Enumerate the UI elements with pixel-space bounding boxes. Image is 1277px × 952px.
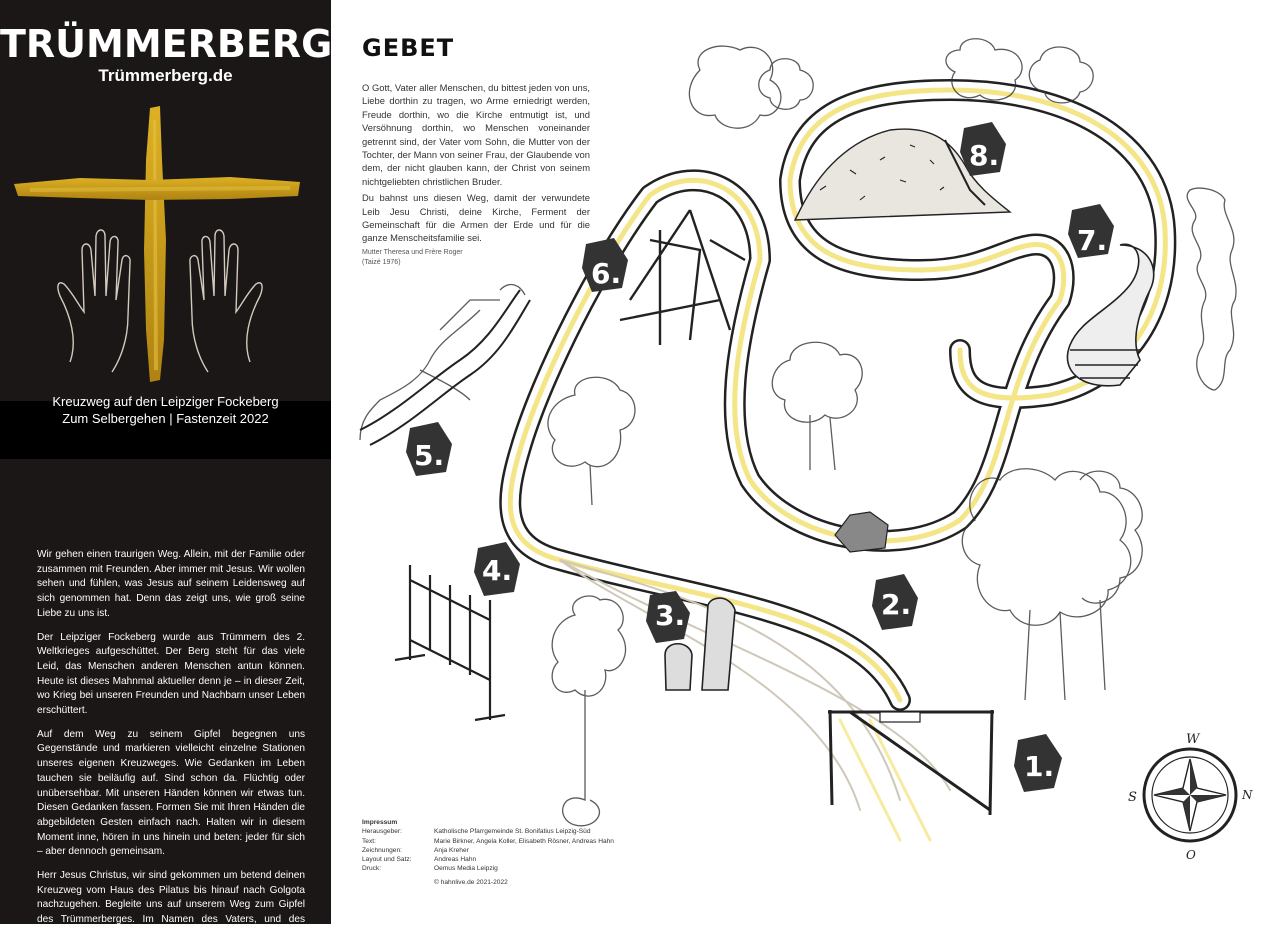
prayer-source-1: Mutter Theresa und Frère Roger [362, 248, 463, 256]
cover-line-2: Zum Selbergehen | Fastenzeit 2022 [62, 411, 269, 426]
imprint-heading: Impressum [362, 819, 398, 826]
prayer-paragraph-1: O Gott, Vater aller Menschen, du bittest jeden von uns, Liebe dorthin zu tragen, wo Arme erniedrigt werden, Freude dorthin, wo die Kirche entmutigt ist, und Versöhnung dorthin, wo Menschen voneinander getrennt sind, der Vater vom Sohn, die Mutter von der Tochter, der Mann von seiner Frau, der Glaubende von dem, der nicht glauben kann, der Christ von seinem nichtgeliebten christlichen Bruder. [362, 82, 590, 187]
prayer-title: GEBET [362, 34, 455, 62]
station-number: 1. [1024, 750, 1055, 783]
compass-bottom-label: O [1186, 848, 1196, 862]
intro-paragraph: Der Leipziger Fockeberg wurde aus Trümmern des 2. Weltkrieges aufgeschüttet. Der Berg steht für das viele Leid, das Menschen anderen Menschen antun können. Heute ist dieses Mahnmal aktueller denn je – in dieser Zeit, wo Krieg bei unseren Freunden und Nachbarn unser Leben erschüttert. [37, 631, 305, 717]
station-number: 2. [881, 588, 912, 621]
cover-line-1: Kreuzweg auf den Leipziger Fockeberg [52, 394, 279, 409]
compass-rose-icon [1128, 732, 1253, 862]
imprint-row: Layout und Satz: Andreas Hahn [362, 856, 477, 864]
station-number: 7. [1077, 224, 1108, 257]
imprint-row: Zeichnungen: Anja Kreher [362, 846, 469, 854]
station-number: 3. [655, 599, 686, 632]
station-marker-5[interactable] [406, 422, 452, 476]
station-number: 5. [414, 439, 445, 472]
brand-url[interactable]: Trümmerberg.de [98, 66, 233, 85]
cover-subtitle-band [0, 394, 331, 459]
prayer-paragraph-2: Du bahnst uns diesen Weg, damit der verwundete Leib Jesu Christi, deine Kirche, Ferment der Gemeinschaft für die Armen der Erde und für die ganze Menscheitsfamilie sei. [362, 192, 590, 244]
imprint-copyright[interactable]: © hahnlive.de 2021-2022 [434, 878, 508, 886]
compass-top-label: W [1186, 732, 1200, 747]
compass-right-label: N [1242, 788, 1253, 802]
station-marker-3[interactable] [646, 591, 690, 643]
station-number: 8. [969, 139, 1000, 172]
prayer-text [362, 81, 590, 268]
station-marker-4[interactable] [474, 542, 520, 596]
prayer-source-2: (Taizé 1976) [362, 258, 401, 266]
intro-paragraph: Wir gehen einen traurigen Weg. Allein, mit der Familie oder zusammen mit Freunden. Aber immer mit Jesus. Wir wollen sehen und fühlen, was Jesus auf seinem Leidensweg auf sich genommen hat. Denn das zeigt uns, wie groß seine Liebe zu uns ist. [37, 549, 305, 619]
intro-paragraph: Herr Jesus Christus, wir sind gekommen um betend deinen Kreuzweg vom Haus des Pilatus bis hinauf nach Golgota nachzugehen. Begleite uns auf unserem Weg zum Gipfel des Trümmerberges. Im Namen des Vaters, und des Sohnes und des Heiligen Geistes. [37, 870, 305, 940]
compass-left-label: S [1128, 790, 1137, 805]
station-number: 6. [591, 257, 622, 290]
wooden-frame-drawing [620, 210, 745, 345]
cover-illustration [0, 100, 331, 400]
imprint-row: Druck: Oemus Media Leipzig [362, 865, 498, 873]
left-panel [0, 0, 333, 940]
brand-title: TRÜMMERBERG [0, 22, 333, 66]
station-marker-8[interactable] [960, 122, 1006, 176]
station-number: 4. [482, 554, 513, 587]
station-marker-2[interactable] [872, 574, 918, 630]
imprint-row: Text: Marie Birkner, Angela Koller, Elisabeth Rösner, Andreas Hahn [362, 837, 614, 845]
fallen-tree-drawing [360, 290, 530, 445]
station-marker-7[interactable] [1068, 204, 1114, 258]
imprint-row: Herausgeber: Katholische Pfarrgemeinde St. Bonifatius Leipzig-Süd [362, 828, 591, 836]
station-marker-1[interactable] [1014, 734, 1062, 792]
intro-paragraph: Auf dem Weg zu seinem Gipfel begegnen uns Gegenstände und markieren vielleicht einzelne Stationen unseres eigenen Kreuzweges. Wie Gedanken im Leben tauchen sie beiläufig auf. Sind schon da. Flüchtig oder unübersehbar. Mit unseren Händen können wir etwas tun. Diesen Gedanken fassen. Formen Sie mit Ihren Händen die abgebildeten Gesten einfach nach. Halten wir in diesem Moment inne, hören in uns hinein und beten: jeder für sich – aber dennoch gemeinsam. [37, 728, 305, 858]
intro-text [37, 548, 305, 952]
imprint [362, 818, 614, 887]
cross-icon [14, 106, 300, 382]
